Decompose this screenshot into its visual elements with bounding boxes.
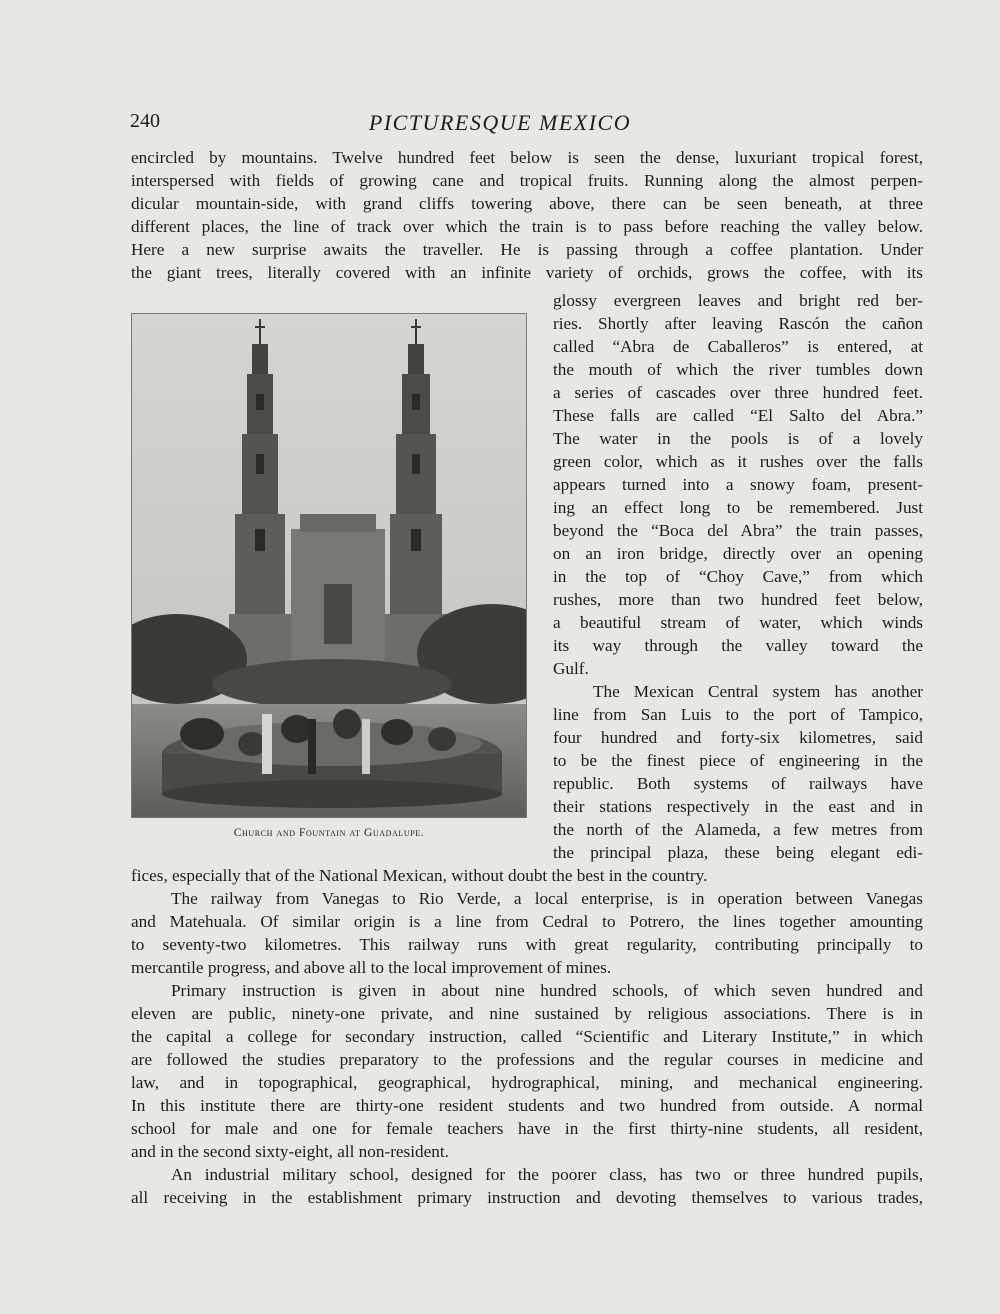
text-line: called “Abra de Caballeros” is entered, at [553,337,923,356]
text-line: school for male and one for female teachers have in the first thirty-nine students, all resident, [131,1119,923,1138]
text-line: The water in the pools is of a lovely [553,429,923,448]
text-line: beyond the “Boca del Abra” the train passes, [553,521,923,540]
text-line: fices, especially that of the National Mexican, without doubt the best in the country. [131,866,708,885]
text-line: four hundred and forty-six kilometres, said [553,728,923,747]
text-line: on an iron bridge, directly over an opening [553,544,923,563]
text-line: The Mexican Central system has another [593,682,923,701]
text-line: in the top of “Choy Cave,” from which [553,567,923,586]
text-line: ing an effect long to be remembered. Just [553,498,923,517]
text-line: encircled by mountains. Twelve hundred feet below is seen the dense, luxuriant tropical forest, [131,148,923,167]
text-line: the north of the Alameda, a few metres from [553,820,923,839]
text-line: are followed the studies preparatory to the professions and the regular courses in medicine and [131,1050,923,1069]
text-line: glossy evergreen leaves and bright red ber- [553,291,923,310]
text-line: different places, the line of track over which the train is to pass before reaching the valley below. [131,217,923,236]
text-line: The railway from Vanegas to Rio Verde, a local enterprise, is in operation between Vanegas [171,889,923,908]
text-line: the principal plaza, these being elegant edi- [553,843,923,862]
text-line: In this institute there are thirty-one resident students and two hundred from outside. A normal [131,1096,923,1115]
text-line: line from San Luis to the port of Tampico, [553,705,923,724]
text-line: its way through the valley toward the [553,636,923,655]
text-line: dicular mountain-side, with grand cliffs towering above, there can be seen beneath, at three [131,194,923,213]
text-line: republic. Both systems of railways have [553,774,923,793]
text-line: the giant trees, literally covered with an infinite variety of orchids, grows the coffee, with its [131,263,923,282]
running-title: PICTURESQUE MEXICO [368,110,632,135]
text-line: ries. Shortly after leaving Rascón the cañon [553,314,923,333]
text-line: a series of cascades over three hundred feet. [553,383,923,402]
text-line: appears turned into a snowy foam, present- [553,475,923,494]
text-line: law, and in topographical, geographical, hydrographical, mining, and mechanical engineering. [131,1073,923,1092]
church-fountain-photo [131,313,527,818]
text-line: mercantile progress, and above all to the local improvement of mines. [131,958,612,977]
page-header [0,110,1000,140]
text-line: all receiving in the establishment primary instruction and devoting themselves to various trades, [131,1188,923,1207]
text-line: a beautiful stream of water, which winds [553,613,923,632]
text-line: and in the second sixty-eight, all non-resident. [131,1142,449,1161]
text-line: These falls are called “El Salto del Abra.” [553,406,923,425]
text-line: An industrial military school, designed for the poorer class, has two or three hundred pupils, [171,1165,923,1184]
page-number: 240 [130,110,160,132]
text-line: to seventy-two kilometres. This railway runs with great regularity, contributing principally to [131,935,923,954]
text-line: interspersed with fields of growing cane and tropical fruits. Running along the almost perpen- [131,171,923,190]
figure-caption: Church and Fountain at Guadalupe. [233,827,425,839]
text-line: the capital a college for secondary instruction, called “Scientific and Literary Institute,” in which [131,1027,923,1046]
text-line: rushes, more than two hundred feet below, [553,590,923,609]
text-line: green color, which as it rushes over the falls [553,452,923,471]
text-line: eleven are public, ninety-one private, and nine sustained by religious associations. There is in [131,1004,923,1023]
text-line: their stations respectively in the east and in [553,797,923,816]
text-line: and Matehuala. Of similar origin is a line from Cedral to Potrero, the lines together amounting [131,912,923,931]
text-line: the mouth of which the river tumbles down [553,360,923,379]
text-line: Here a new surprise awaits the traveller. He is passing through a coffee plantation. Under [131,240,923,259]
text-line: Gulf. [553,659,589,678]
text-line: Primary instruction is given in about nine hundred schools, of which seven hundred and [171,981,923,1000]
text-line: to be the finest piece of engineering in the [553,751,923,770]
